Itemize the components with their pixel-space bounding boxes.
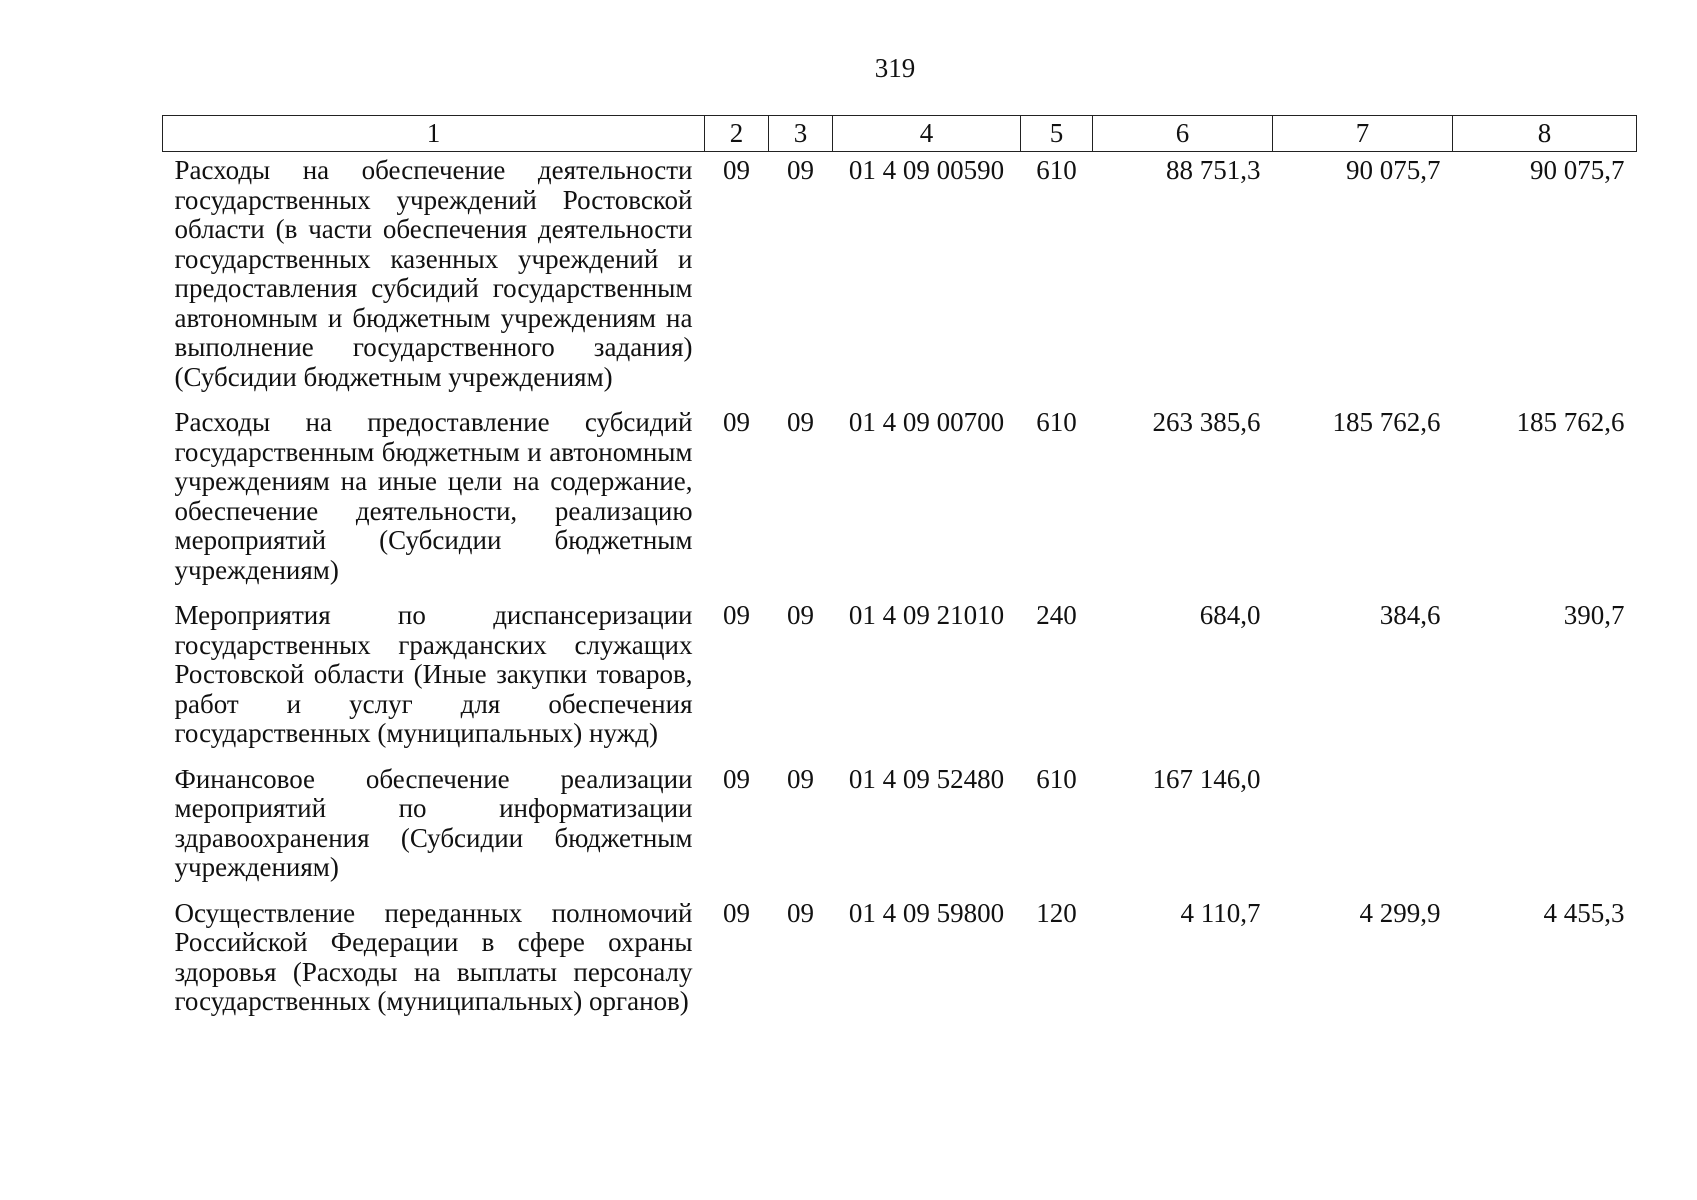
subsection-cell: 09: [787, 407, 814, 437]
target-article-cell: 01 4 09 21010: [848, 600, 1005, 630]
page-number: 319: [874, 53, 916, 83]
amount-cell-2: 90 075,7: [1346, 155, 1441, 185]
amount-cell-2: 384,6: [1379, 600, 1441, 630]
target-article-cell: 01 4 09 00590: [848, 155, 1005, 185]
header-cell-3: 3: [769, 116, 833, 152]
amount-cell-3: [1453, 761, 1637, 895]
budget-table: [162, 115, 1637, 1029]
target-article-cell: 01 4 09 52480: [848, 763, 1005, 794]
subsection-cell: 09: [787, 600, 814, 630]
header-cell-7: 7: [1273, 116, 1453, 152]
amount-cell-3: 185 762,6: [1516, 407, 1625, 437]
table-row: [163, 761, 1637, 895]
section-cell: 09: [723, 407, 750, 437]
table-row: [163, 152, 1637, 405]
amount-cell-1: 167 146,0: [1152, 763, 1261, 794]
subsection-cell: 09: [787, 897, 814, 928]
expense-name-cell: Мероприятия по диспансеризации государственных гражданских служащих Ростовской области (Иные закупки товаров, работ и услуг для обеспечения государственных (муниципальных) нужд): [174, 600, 693, 748]
expense-name-cell: Расходы на обеспечение деятельности государственных учреждений Ростовской области (в части обеспечения деятельности государственных казенных учреждений и предоставления субсидий государственным автономным и бюджетным учреждениям на выполнение государственного задания) (Субсидии бюджетным учреждениям): [174, 155, 693, 392]
header-cell-5: 5: [1021, 116, 1093, 152]
amount-cell-2: [1273, 761, 1453, 895]
section-cell: 09: [723, 155, 750, 185]
column-number-header-row: [163, 116, 1637, 152]
subsection-cell: 09: [787, 155, 814, 185]
expense-type-cell: 610: [1036, 763, 1077, 794]
amount-cell-3: 4 455,3: [1543, 897, 1625, 928]
header-cell-1: 1: [163, 116, 705, 152]
expense-name-cell: Финансовое обеспечение реализации мероприятий по информатизации здравоохранения (Субсидии бюджетным учреждениям): [174, 763, 693, 882]
subsection-cell: 09: [787, 763, 814, 794]
target-article-cell: 01 4 09 59800: [848, 897, 1005, 928]
header-cell-4: 4: [833, 116, 1021, 152]
table-row: [163, 597, 1637, 761]
amount-cell-1: 263 385,6: [1152, 407, 1261, 437]
section-cell: 09: [723, 600, 750, 630]
table-row: [163, 404, 1637, 597]
expense-type-cell: 120: [1036, 897, 1077, 928]
amount-cell-1: 4 110,7: [1180, 897, 1261, 928]
target-article-cell: 01 4 09 00700: [848, 407, 1005, 437]
expense-name-cell: Расходы на предоставление субсидий государственным бюджетным и автономным учреждениям на иные цели на содержание, обеспечение деятельности, реализацию мероприятий (Субсидии бюджетным учреждениям): [174, 407, 693, 585]
section-cell: 09: [723, 763, 750, 794]
expense-type-cell: 610: [1036, 407, 1077, 437]
amount-cell-3: 390,7: [1563, 600, 1625, 630]
amount-cell-1: 88 751,3: [1166, 155, 1261, 185]
expense-name-cell: Осуществление переданных полномочий Российской Федерации в сфере охраны здоровья (Расходы на выплаты персоналу государственных (муниципальных) органов): [174, 897, 693, 1016]
header-cell-2: 2: [705, 116, 769, 152]
amount-cell-3: 90 075,7: [1530, 155, 1625, 185]
amount-cell-2: 185 762,6: [1332, 407, 1441, 437]
section-cell: 09: [723, 897, 750, 928]
header-cell-8: 8: [1453, 116, 1637, 152]
header-cell-6: 6: [1093, 116, 1273, 152]
expense-type-cell: 610: [1036, 155, 1077, 185]
amount-cell-1: 684,0: [1199, 600, 1261, 630]
table-row: [163, 895, 1637, 1029]
amount-cell-2: 4 299,9: [1359, 897, 1441, 928]
expense-type-cell: 240: [1036, 600, 1077, 630]
